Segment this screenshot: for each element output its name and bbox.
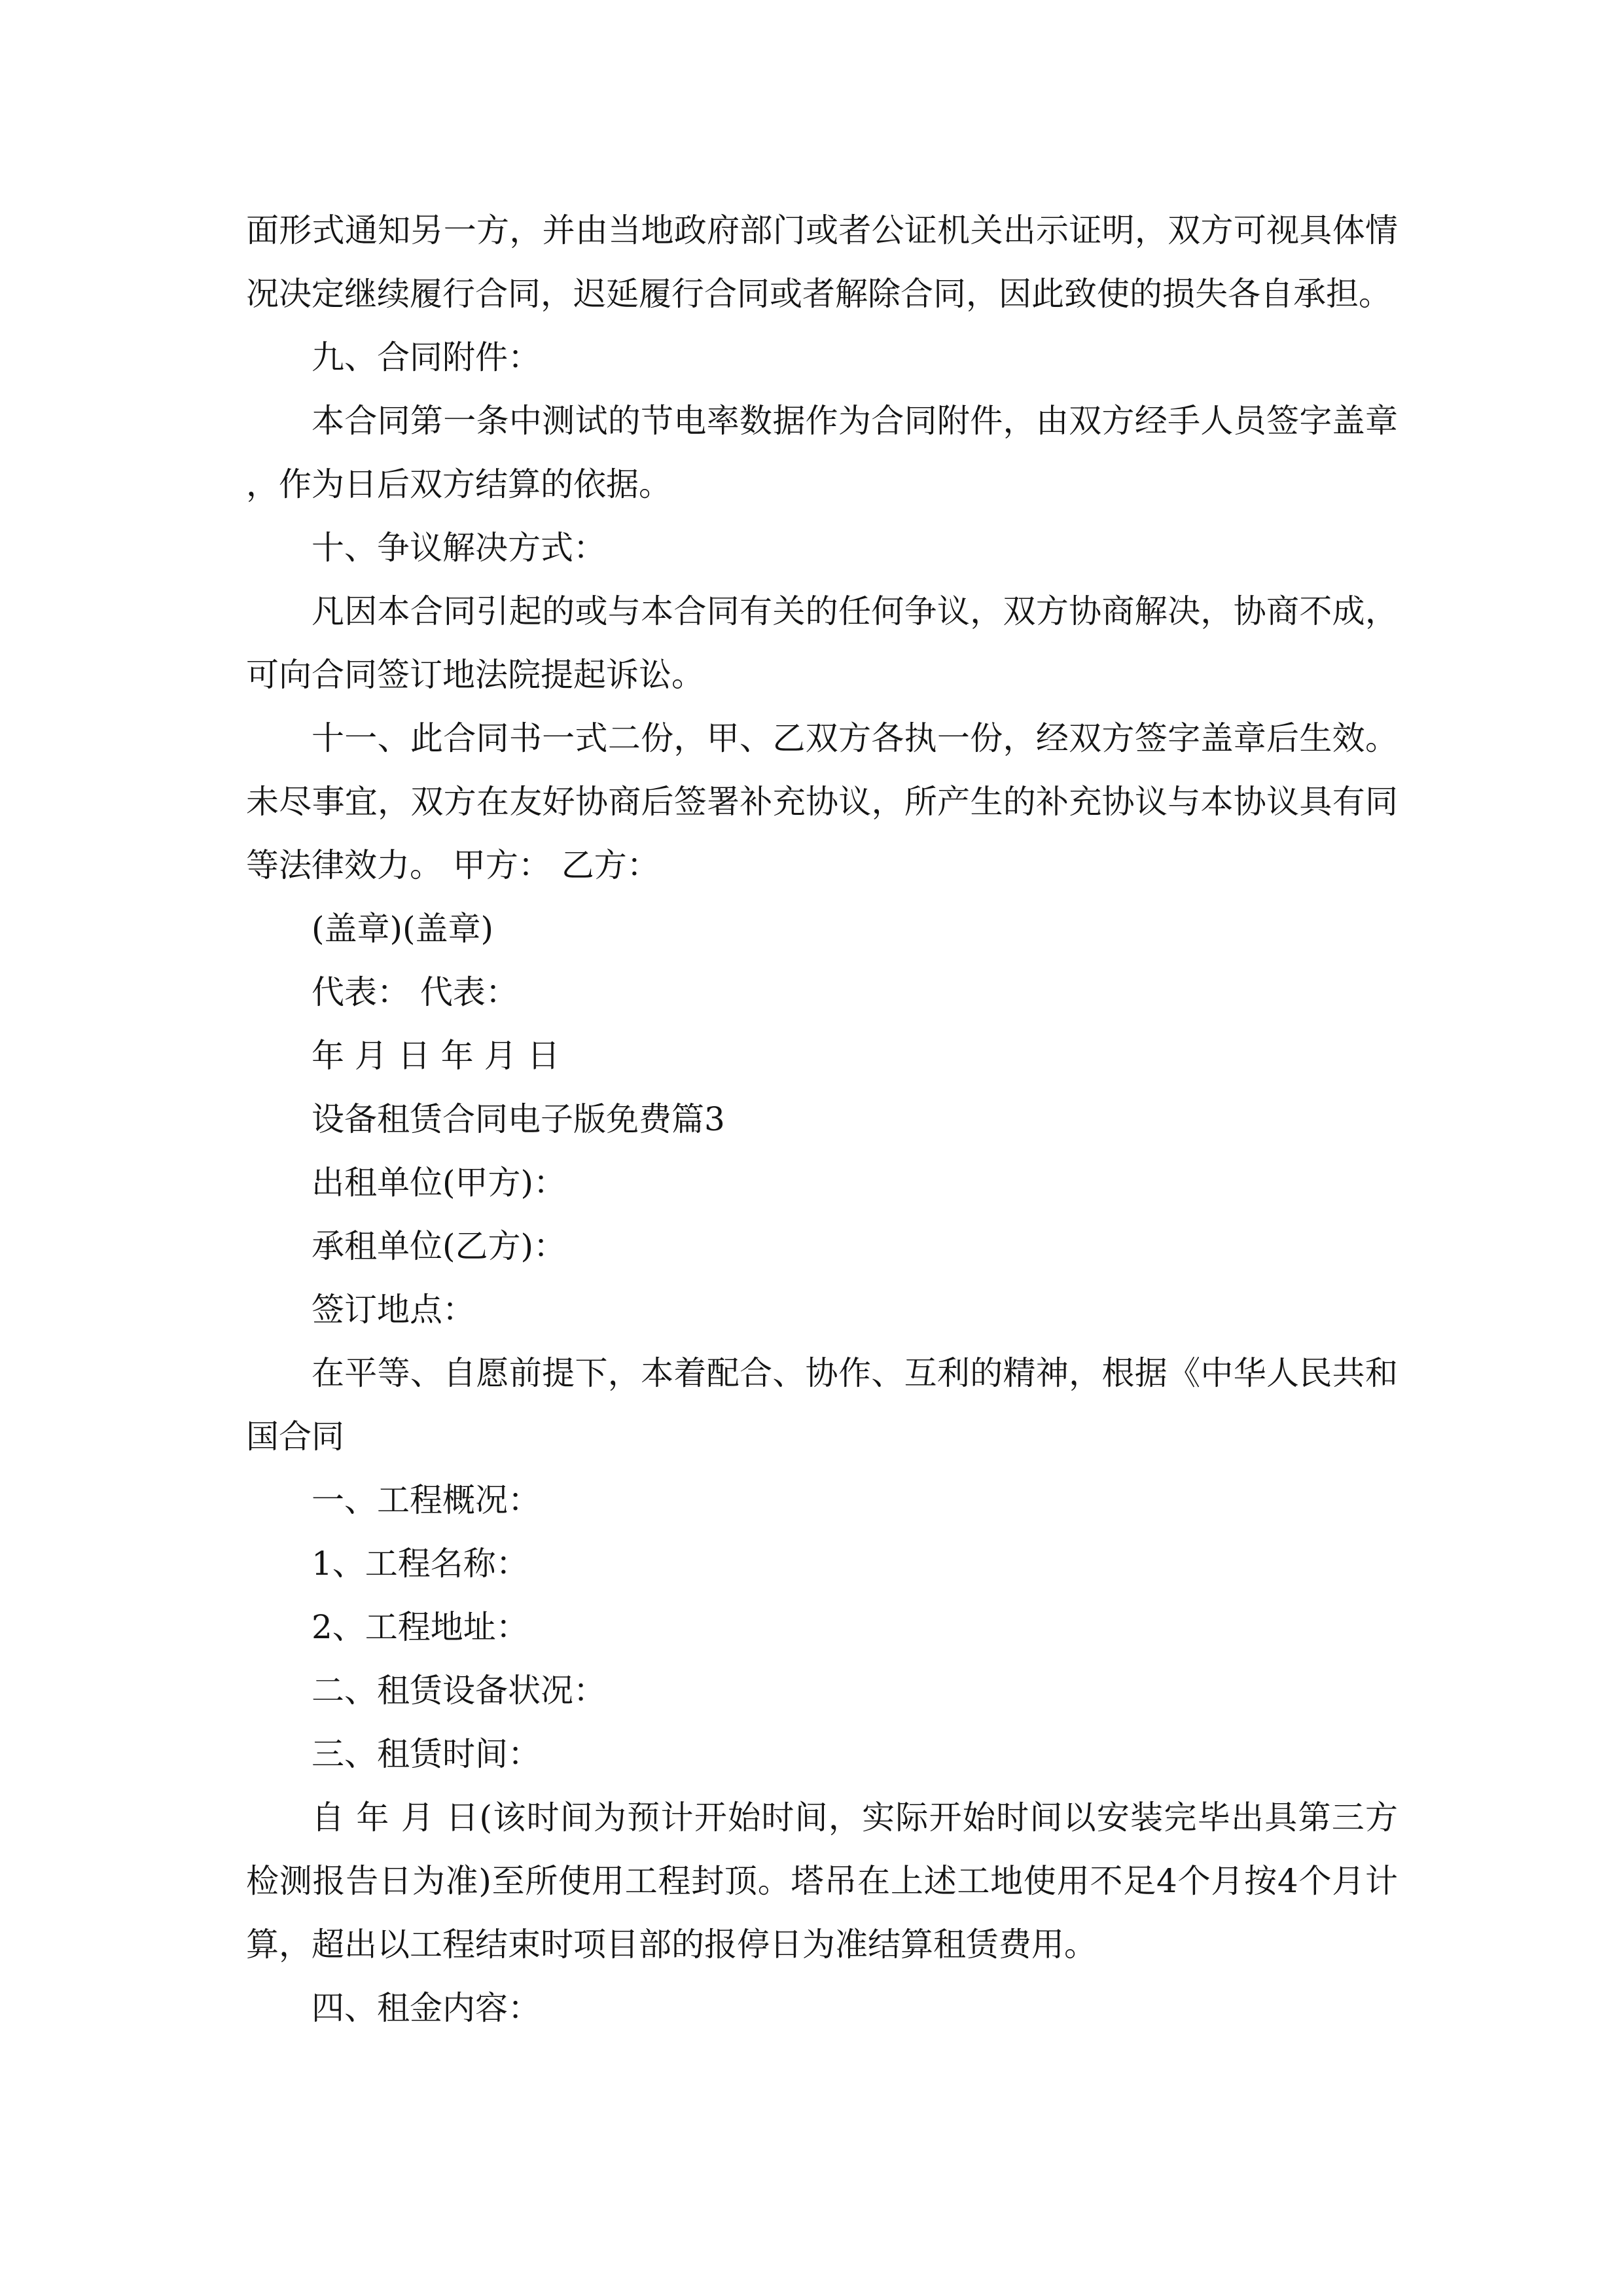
- signature-seal-line: (盖章)(盖章): [312, 910, 494, 948]
- paragraph-preamble: 在平等、自愿前提下，本着配合、协作、互利的精神，根据《中华人民共和国合同: [246, 1354, 1398, 1456]
- signature-representative-line: 代表： 代表：: [312, 973, 518, 1011]
- document-body: [246, 199, 1398, 2040]
- paragraph-attachments: 本合同第一条中测试的节电率数据作为合同附件，由双方经手人员签字盖章，作为日后双方结算的依据。: [246, 402, 1398, 503]
- section-title: 设备租赁合同电子版免费篇3: [312, 1100, 725, 1138]
- paragraph-force-majeure-end: 面形式通知另一方，并由当地政府部门或者公证机关出示证明，双方可视具体情况决定继续履行合同，迟延履行合同或者解除合同，因此致使的损失各自承担。: [246, 211, 1398, 313]
- signing-location-field: 签订地点：: [312, 1291, 475, 1329]
- paragraph-lease-time: 自 年 月 日(该时间为预计开始时间，实际开始时间以安装完毕出具第三方检测报告日为准)至所使用工程封顶。塔吊在上述工地使用不足4个月按4个月计算，超出以工程结束时项目部的报停日为准结算租赁费用。: [246, 1799, 1398, 1964]
- heading-project-overview: 一、工程概况：: [312, 1481, 541, 1519]
- paragraph-contract-copies: 十一、此合同书一式二份，甲、乙双方各执一份，经双方签字盖章后生效。未尽事宜，双方在友好协商后签署补充协议，所产生的补充协议与本协议具有同等法律效力。 甲方： 乙方：: [246, 719, 1398, 884]
- heading-lease-time: 三、租赁时间：: [312, 1735, 541, 1773]
- project-name-field: 1、工程名称：: [312, 1545, 529, 1583]
- heading-dispute-resolution: 十、争议解决方式：: [312, 529, 606, 567]
- heading-contract-attachments: 九、合同附件：: [312, 338, 541, 376]
- heading-equipment-status: 二、租赁设备状况：: [312, 1672, 606, 1710]
- project-address-field: 2、工程地址：: [312, 1608, 529, 1646]
- heading-rent-content: 四、租金内容：: [312, 1989, 541, 2027]
- signature-date-line: 年 月 日 年 月 日: [312, 1037, 560, 1075]
- lessor-field: 出租单位(甲方)：: [312, 1164, 567, 1202]
- paragraph-dispute-resolution: 凡因本合同引起的或与本合同有关的任何争议，双方协商解决，协商不成，可向合同签订地法院提起诉讼。: [246, 592, 1398, 694]
- lessee-field: 承租单位(乙方)：: [312, 1227, 567, 1265]
